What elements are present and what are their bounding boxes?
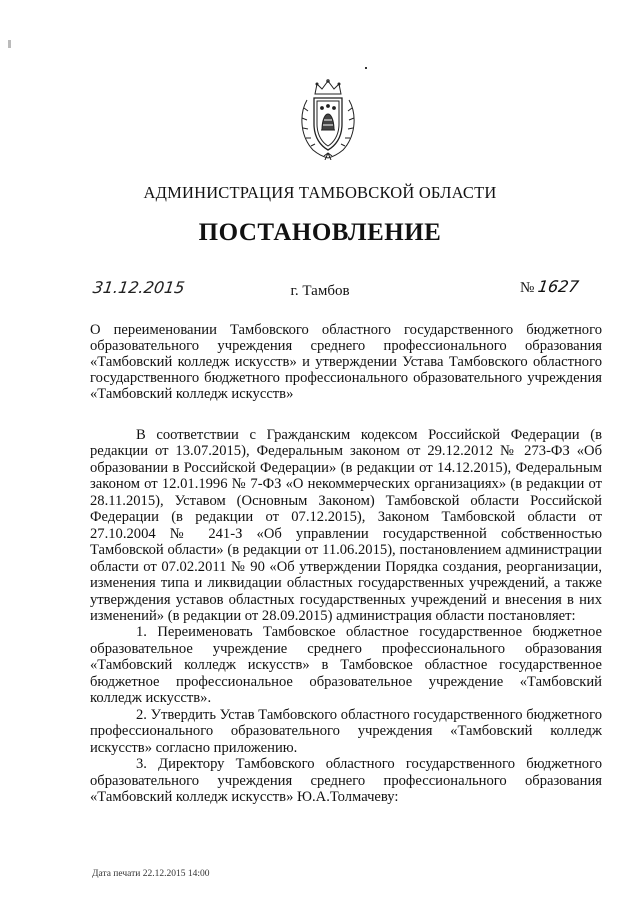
item-2-paragraph: 2. Утвердить Устав Тамбовского областного государственного бюджетного профессионального образовательного учреждения «Тамбовский колледж искусств» согласно приложению. [90, 706, 602, 756]
tambov-coat-of-arms-icon [297, 78, 359, 160]
document-type-title: ПОСТАНОВЛЕНИЕ [198, 219, 442, 246]
item-1-paragraph: 1. Переименовать Тамбовское областное государственное бюджетное образовательное учреждение среднего профессионального образования «Тамбовский колледж искусств» в Тамбовское областное государственное бюджетное профессиональное образовательное учреждение «Тамбовский колледж искусств». [90, 624, 602, 707]
scan-artifact [8, 40, 11, 48]
document-number [520, 277, 579, 297]
preamble-paragraph: В соответствии с Гражданским кодексом Российской Федерации (в редакции от 13.07.2015), Федеральным законом от 29.12.2012 № 273-ФЗ «Об образовании в Российской Федерации» (в редакции от 14.12.2015), Федеральным законом от 12.01.1996 № 7-ФЗ «О некоммерческих организациях» (в редакции от 28.11.2015), Уставом (Основным Законом) Тамбовской области Российской Федерации (в редакции от 07.12.2015), Законом Тамбовской области от 27.10.2004 № 241-З «Об управлении государственной собственностью Тамбовской области» (в редакции от 11.06.2015), постановлением администрации области от 07.02.2011 № 90 «Об утверждении Порядка создания, реорганизации, изменения типа и ликвидации областных государственных учреждений, а также утверждения уставов областных государственных учреждений и внесения в них изменений» (в редакции от 28.09.2015) администрация области постановляет: [90, 427, 602, 624]
organization-name: АДМИНИСТРАЦИЯ ТАМБОВСКОЙ ОБЛАСТИ [143, 183, 497, 202]
document-city: г. Тамбов [290, 283, 350, 299]
document-body [90, 427, 602, 805]
number-value: 1627 [536, 277, 581, 296]
number-sign: № [520, 280, 535, 296]
document-subject: О переименовании Тамбовского областного государственного бюджетного образовательного учреждения среднего профессионального образования «Тамбовский колледж искусств» и утверждении Устава Тамбовского областного государственного бюджетного профессионального образовательного учреждения «Тамбовский колледж искусств» [90, 322, 602, 402]
document-date: 31.12.2015 [91, 278, 186, 297]
print-date-footer: Дата печати 22.12.2015 14:00 [92, 869, 210, 879]
scan-dot [365, 67, 367, 69]
item-3-paragraph: 3. Директору Тамбовского областного государственного бюджетного образовательного учреждения среднего профессионального образования «Тамбовский колледж искусств» Ю.А.Толмачеву: [90, 756, 602, 805]
